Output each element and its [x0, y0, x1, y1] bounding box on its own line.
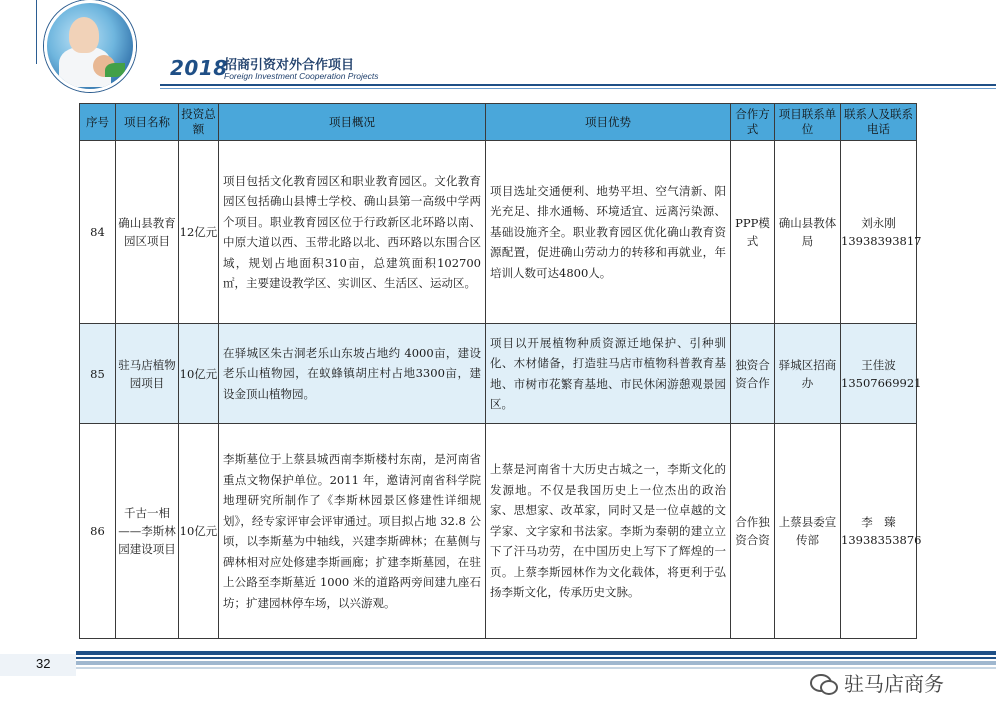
row-name: 千古一相——李斯林园建设项目: [116, 424, 179, 639]
contact-name: 王佳波: [861, 357, 896, 372]
row-unit: 确山县教体局: [775, 141, 841, 324]
contact-name: 刘永刚: [861, 216, 896, 230]
col-header-name: 项目名称: [116, 104, 179, 141]
contact-phone: 13938393817: [841, 234, 922, 248]
contact-phone: 13938353876: [841, 533, 922, 547]
row-name: 确山县教育园区项目: [116, 141, 179, 324]
row-investment: 12亿元: [179, 141, 219, 324]
row-advantage: 项目选址交通便利、地势平坦、空气清新、阳光充足、排水通畅、环境适宜、远离污染源、基础设施齐全。职业教育园区优化确山教育资源配置，促进确山劳动力的转移和再就业，年培训人数可达4800人。: [486, 141, 731, 324]
contact-phone: 13507669921: [841, 375, 922, 390]
table-row: [80, 324, 917, 424]
col-header-overview: 项目概况: [219, 104, 486, 141]
header-divider-line: [36, 0, 37, 64]
footer-rule: [76, 661, 996, 665]
row-unit: 上蔡县委宣传部: [775, 424, 841, 639]
col-header-no: 序号: [80, 104, 116, 141]
row-contact: [841, 324, 922, 424]
row-overview: 在驿城区朱古洞老乐山东坡占地约 4000亩，建设老乐山植物园，在蚁蜂镇胡庄村占地3300亩，建设金顶山植物园。: [219, 324, 486, 424]
projects-table: [79, 103, 922, 639]
row-contact: [841, 424, 922, 639]
footer-rule: [76, 651, 996, 655]
watermark-text: 驻马店商务: [844, 672, 944, 696]
page-number: 32: [36, 656, 51, 671]
contact-name: 李 臻: [861, 515, 896, 529]
header-subtitle: Foreign Investment Cooperation Projects: [224, 71, 379, 81]
col-header-contact: 联系人及联系电话: [841, 104, 917, 141]
row-no: 84: [80, 141, 116, 324]
col-header-mode: 合作方式: [731, 104, 775, 141]
row-advantage: 项目以开展植物种质资源迁地保护、引种驯化、木材储备，打造驻马店市植物科普教育基地、市树市花繁育基地、市民休闲游憩观景园区。: [486, 324, 731, 424]
table-header-row: [80, 104, 917, 141]
watermark: [810, 668, 944, 697]
row-investment: 10亿元: [179, 424, 219, 639]
header-rule: [160, 84, 996, 86]
row-unit: 驿城区招商办: [775, 324, 841, 424]
header-year: 2018: [170, 56, 228, 80]
col-header-advantage: 项目优势: [486, 104, 731, 141]
row-no: 85: [80, 324, 116, 424]
table-row: [80, 141, 917, 324]
col-header-investment: 投资总额: [179, 104, 219, 141]
header-photo-emblem: [44, 0, 136, 92]
row-overview: 李斯墓位于上蔡县城西南李斯楼村东南，是河南省重点文物保护单位。2011 年，邀请河南省科学院地理研究所制作了《李斯林园景区修建性详细规划》，经专家评审会评审通过。项目拟占地 32.8 公顷，以李斯墓为中轴线，兴建李斯碑林；在墓侧与碑林相对应处修建李斯画廊；扩建李斯墓园，在驻上公路至李斯墓近 1000 米的道路两旁间建九座石坊；扩建园林停车场，以兴游观。: [219, 424, 486, 639]
row-mode: PPP模式: [731, 141, 775, 324]
header-title: 招商引资对外合作项目: [224, 58, 355, 73]
row-name: 驻马店植物园项目: [116, 324, 179, 424]
row-mode: 合作独资合资: [731, 424, 775, 639]
row-no: 86: [80, 424, 116, 639]
row-advantage: 上蔡是河南省十大历史古城之一，李斯文化的发源地。不仅是我国历史上一位杰出的政治家、思想家、改革家，同时又是一位卓越的文学家、文字家和书法家。李斯为秦朝的建立立下了汗马功劳，在中国历史上写下了辉煌的一页。上蔡李斯园林作为文化载体，将更利于弘扬李斯文化，传承历史文脉。: [486, 424, 731, 639]
row-investment: 10亿元: [179, 324, 219, 424]
row-mode: 独资合资合作: [731, 324, 775, 424]
col-header-unit: 项目联系单位: [775, 104, 841, 141]
row-overview: 项目包括文化教育园区和职业教育园区。文化教育园区包括确山县博士学校、确山县第一高级中学两个项目。职业教育园区位于行政新区北环路以南、中原大道以西、玉带北路以北、西环路以东围合区域，规划占地面积310亩，总建筑面积102700㎡，主要建设教学区、实训区、生活区、运动区。: [219, 141, 486, 324]
row-contact: [841, 141, 922, 324]
table-row: [80, 424, 917, 639]
footer-rule: [76, 657, 996, 659]
header-rule-thin: [160, 88, 996, 89]
wechat-icon: [810, 672, 838, 694]
